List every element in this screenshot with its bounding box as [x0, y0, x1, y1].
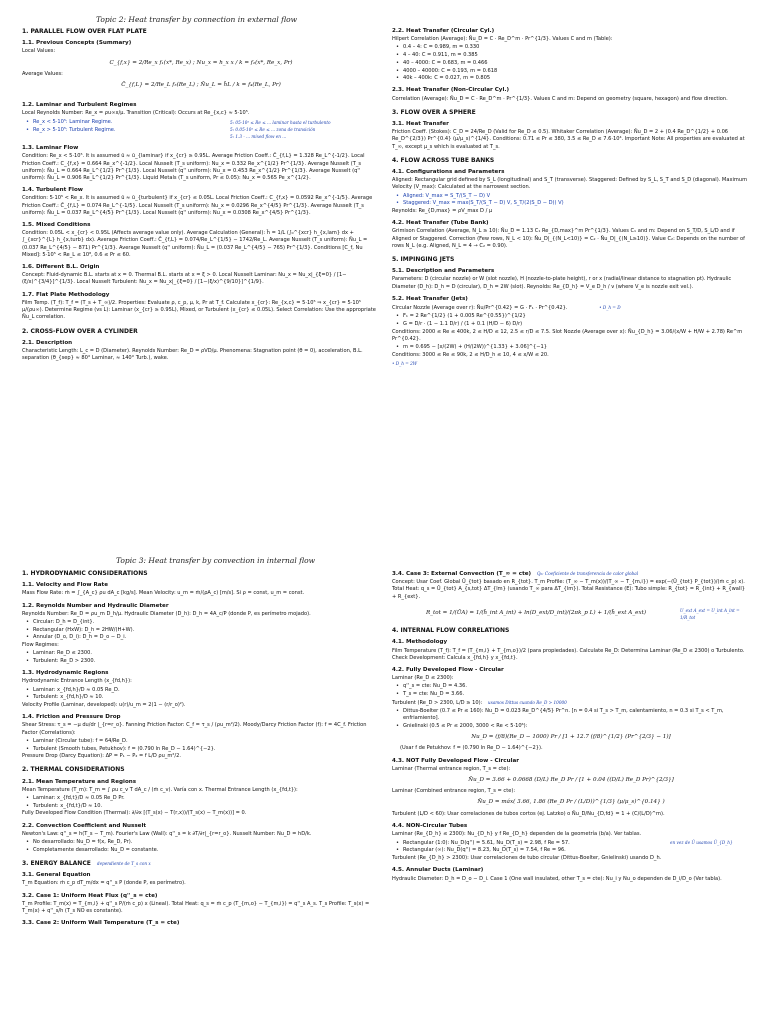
section-heading: 2. CROSS-FLOW OVER A CYLINDER — [22, 327, 138, 335]
subsection-heading: 3.2. Case 1: Uniform Heat Flux (q''_s = cte) — [22, 892, 158, 899]
section-heading: 1. PARALLEL FLOW OVER FLAT PLATE — [22, 28, 147, 35]
subsection-heading: 5.1. Description and Parameters — [392, 268, 495, 275]
label — [392, 699, 750, 707]
paragraph: Condition: Re_x < 5·10⁵. It is assumed ū ≈ ū_{laminar} if x_{cr} ≥ 0.95L. Average Friction Coeff.: C̄_{f,L} = 1.328 Re_L^{-1/2}. Local Friction Coeff.: C_{f,x} = 0.664 Re_x^{-1/2}. Local Nusselt (T_s uniform): Nu_x = 0.332 Re_x^{1/2} Pr^{1/3}. Average Nusselt (T_s uniform): N̄u_L = 0.664 Re_L^{1/2} Pr^{1/3}. Local Nusselt (q'' uniform): Nu_x = 0.453 Re_x^{1/2} Pr^{1/3}. Average Nusselt (q'' uniform): N̄u_L = 0.906 Re_L^{1/2} Pr^{1/3}. Liquid Metals (T_s uniform, Pr ≤ 0.05): Nu_x = 0.565 Pe_x^{1/2}. — [22, 153, 365, 182]
subsection-heading: 4.2. Fully Developed Flow - Circular — [392, 667, 504, 674]
paragraph: Hydraulic Diameter: D_h = D_o − D_i. Case 1 (One wall insulated, other T_s = cte): Nu_i y Nu_o dependen de D_i/D_o (Ver tabla). — [392, 875, 722, 882]
paragraph: Laminar (Re_{D_h} ≤ 2300): Nu_{D_h} y f Re_{D_h} dependen de la geometría (b/a). Ver tablas. — [392, 830, 642, 837]
list-item: • No desarrollado: Nu_D = f(x, Re_D, Pr). — [26, 839, 380, 846]
hilpert-table-list — [392, 44, 750, 82]
list-item: • m = 0.695 − [x/(2W) + (H/(2W))^{1.33} + 3.06]^{−1} — [396, 344, 750, 351]
handwritten-note: 5: 0.05·10⁵ ≤ Re ≤ ... zona de transición — [230, 126, 316, 132]
paragraph: Turbulent (L/D < 60): Usar correlaciones de tubos cortos (ej. Latzko) o N̄u_D/Nu_{D,fd} = 1 + (C/(L/D)^m). — [392, 810, 665, 817]
paragraph: T_m Profile: T_m(x) = T_{m,i} + q''_s P/(ṁ c_p) x (Lineal). Total Heat: q_s = ṁ c_p (T_{m,o} − T_{m,i}) = q''_s A_s. T_s Profile: T_s(x) = T_m(x) + q''_s/h (T_s NO es constante). — [22, 900, 370, 915]
right-column — [392, 570, 750, 884]
paragraph: Shear Stress: τ_s = −μ du/dr |_{r=r_o}. Fanning Friction Factor: C_f = τ_s / (ρu_m²/2). Moody/Darcy Friction Factor (f): f = 4C_f. Friction Factor (Correlations): — [22, 722, 367, 736]
subsection-heading: 4.4. NON-Circular Tubes — [392, 822, 468, 829]
paragraph: Newton's Law: q''_s = h(T_s − T_m). Fourier's Law (Wall): q''_s = k ∂T/∂r|_{r=r_o}. Nusselt Number: Nu_D = hD/k. — [22, 830, 312, 837]
subsection-heading: 5.2. Heat Transfer (Jets) — [392, 295, 468, 302]
list-item: • Dittus-Boelter (0.7 ≤ Pr ≤ 160): Nu_D = 0.023 Re_D^{4/5} Pr^n. [n = 0.4 si T_s > T_m, calentamiento, n = 0.3 si T_s < T_m, enfriamiento]. — [396, 708, 750, 722]
list-item: • Aligned: V_max = S_T/(S_T − D) V — [396, 193, 750, 200]
list-item: • Laminar (Circular tube): f = 64/Re_D. — [26, 738, 380, 745]
paragraph: Grimison Correlation (Average, N_L ≥ 10): N̄u_D = 1.13 C₁ Re_{D,max}^m Pr^{1/3}. Values C₁ and m: Depend on S_T/D, S_L/D and if Aligned or Staggered. Correction (Few rows, N_L < 10): N̄u_D|_{(N_L<10)} = C₂ · N̄u_D|_{(N_L≥10)}. Value C₂: Depends on the number of rows N_L (e.g. Aligned, N_L = 4 → C₂ = 0.90). — [392, 228, 745, 249]
list-item: • F₁ = 2 Re^{1/2} (1 + 0.005 Re^{0.55})^{1/2} — [396, 313, 750, 320]
thermal-list — [22, 795, 380, 810]
list-item: • Gnielinski (0.5 ≤ Pr ≤ 2000, 3000 < Re < 5·10⁶): — [396, 723, 750, 730]
paragraph: Aligned: Rectangular grid defined by S_L (longitudinal) and S_T (transverse). Staggered: Defined by S_L, S_T and S_D (diagonal). Maximum Velocity (V_max): Calculated at the narrowest section. — [392, 177, 748, 191]
page-title: Topic 2: Heat transfer by connection in external flow — [96, 15, 298, 24]
list-item: • 4000 – 40000: C = 0.193, m = 0.618 — [396, 68, 750, 75]
list-item: • Turbulent: x_{fd,t}/D ≈ 10. — [26, 803, 380, 810]
handwritten-note: en vez de Ū usamos Ū_{D_h} — [670, 840, 733, 846]
list-item: • G = D/r · (1 − 1.1 D/r) / (1 + 0.1 (H/D − 6) D/r) — [396, 321, 750, 328]
subsection-heading: 1.2. Reynolds Number and Hydraulic Diameter — [22, 602, 169, 609]
section-heading: 4. FLOW ACROSS TUBE BANKS — [392, 156, 495, 164]
paragraph — [392, 304, 750, 312]
list-item: • Laminar: Re_D ≤ 2300. — [26, 650, 380, 657]
subsection-heading: 1.1. Velocity and Flow Rate — [22, 582, 109, 589]
subsection-heading: 1.3. Laminar Flow — [22, 145, 79, 152]
handwritten-note: 5: 1.3 · ... mixed flow en ... — [230, 134, 287, 140]
list-item: • Turbulent: x_{fd,h}/D ≈ 10. — [26, 694, 380, 701]
equation: N̄u_D = 3.66 + 0.0668 (D/L) Re_D Pr / [1 + 0.04 ((D/L) Re_D Pr)^{2/3}] — [468, 776, 674, 783]
paragraph-text: Circular Nozzle (Average over r): N̄u/Pr^{0.42} = G · F₁ · Pr^{0.42}. — [392, 305, 568, 312]
subsection-heading: 4.1. Configurations and Parameters — [392, 169, 505, 176]
list-item: • Re_x < 5·10⁵: Laminar Regime. — [26, 119, 116, 126]
regime-block — [22, 119, 380, 141]
list-item: • q''_s = cte: Nu_D = 4.36. — [396, 683, 750, 690]
paragraph: Local Reynolds Number: Re_x = ρu∞x/μ. Transition (Critical): Occurs at Re_{x,c} ≈ 5·10⁵. — [22, 110, 250, 117]
fd-turbulent-list — [392, 708, 750, 730]
list-item: • Staggered: V_max = max(S_T/(S_T − D) V, S_T/(2(S_D − D)) V) — [396, 200, 750, 207]
velocity-list — [392, 193, 750, 208]
paragraph: T_m Equation: ṁ c_p dT_m/dx = q''_s P (donde P, es perímetro). — [22, 880, 186, 887]
friction-list — [22, 738, 380, 753]
handwritten-note: U_ext A_ext = U_int A_int = 1/R_tot — [680, 607, 740, 621]
handwritten-notes — [230, 119, 380, 141]
handwritten-note: Q₀: Coeficiente de transferencia de calor global — [537, 571, 639, 576]
paragraph: Turbulent (Re_{D_h} > 2300): Usar correlaciones de tubo circular (Dittus-Boelter, Gnielinski) usando D_h. — [392, 855, 662, 862]
jets-list — [392, 313, 750, 328]
list-item: • Laminar: x_{fd,h}/D ≈ 0.05 Re_D. — [26, 687, 380, 694]
left-column — [22, 570, 380, 928]
label: Average Values: — [22, 70, 63, 77]
paragraph: Hydrodynamic Entrance Length (x_{fd,h}): — [22, 678, 132, 685]
section-heading: 1. HYDRODYNAMIC CONSIDERATIONS — [22, 570, 148, 577]
subsection-heading: 1.2. Laminar and Turbulent Regimes — [22, 102, 137, 109]
subsection-heading: 2.1. Description — [22, 339, 73, 346]
subsection-heading: 4.2. Heat Transfer (Tube Bank) — [392, 220, 489, 227]
label: Flow Regimes: — [22, 642, 59, 649]
paragraph: Velocity Profile (Laminar, developed): u(r)/u_m = 2(1 − (r/r_o)²). — [22, 702, 186, 709]
section-heading: 2. THERMAL CONSIDERATIONS — [22, 766, 125, 774]
paragraph: Characteristic Length: L_c = D (Diameter). Reynolds Number: Re_D = ρVD/μ. Phenomena: Stagnation point (θ = 0), acceleration, B.L. separation (θ_{sep} ≈ 80° Laminar, ≈ 140° Turb.), wake. — [22, 347, 363, 362]
subsection-heading — [392, 570, 750, 578]
list-item: • Rectangular (1:0): Nu_D(q'') = 5.61, Nu_D(T_s) = 2.98, f Re = 57. — [396, 840, 570, 847]
list-item: • Completamente desarrollado: Nu_D = constante. — [26, 847, 380, 854]
paragraph: Film Temperature (T_f): T_f = (T_{m,i} + T_{m,o})/2 (para propiedades). Calculate Re_D: Determina Laminar (Re_D ≤ 2300) o Turbulento. Check Development: Calcula x_{fd,h} y x_{fd,t}. — [392, 647, 745, 661]
subsection-heading: 1.3. Hydrodynamic Regions — [22, 670, 109, 677]
list-item: • Turbulent (Smooth tubes, Petukhov): f = (0.790 ln Re_D − 1.64)^{−2}. — [26, 746, 380, 753]
subsection-heading: 3.3. Case 2: Uniform Wall Temperature (T_s = cte) — [22, 920, 180, 927]
section-heading — [22, 860, 380, 867]
paragraph: Pressure Drop (Darcy Equation): ΔP = P₁ − P₂ = f L/D ρu_m²/2. — [22, 753, 181, 760]
hydro-list — [22, 687, 380, 702]
noncirc-list — [392, 839, 570, 855]
paragraph: Mean Temperature (T_m): T_m = ∫ ρu c_v T dA_c / (ṁ c_v). Varía con x. Thermal Entrance Length (x_{fd,t}): — [22, 786, 298, 793]
list-item: • Annular (D_o, D_i): D_h = D_o − D_i. — [26, 634, 380, 641]
subsection-heading: 4.1. Methodology — [392, 639, 448, 646]
list-item: • 40 – 4000: C = 0.683, m = 0.466 — [396, 60, 750, 67]
paragraph: Reynolds: Re_{D,max} = ρV_max D / μ — [392, 208, 493, 215]
list-item: • T_s = cte: Nu_D = 3.66. — [396, 691, 750, 698]
handwritten-note: dependiente de T_s con x — [96, 861, 151, 866]
nusselt-list — [22, 839, 380, 854]
handwritten-note: • D_h = D — [599, 305, 621, 311]
right-column — [392, 28, 750, 367]
list-item: • Rectangular (∞): Nu_D(q'') = 8.23, Nu_D(T_s) = 7.54, f Re = 96. — [396, 847, 570, 854]
paragraph: Conditions: 3000 ≤ Re ≤ 90k, 2 ≤ H/D_h ≤ 10, 4 ≤ x/W ≤ 20. — [392, 351, 549, 358]
equation: C_{f,x} = 2/Re_x f₁(x*, Re_x) ; Nu_x = h_x x / k = f₂(x*, Re_x, Pr) — [109, 59, 293, 66]
paragraph: Condition: 0.05L < x_{cr} < 0.95L (Affects average value only). Average Calculation (General): h̄ = 1/L (∫₀^{xcr} h_{x,lam} dx + ∫_{xcr}^{L} h_{x,turb} dx). Average Friction Coeff.: C̄_{f,L} = 0.074/Re_L^{1/5} − 1742/Re_L. Average Nusselt (T_s uniform): N̄u_L = (0.037 Re_L^{4/5} − 871) Pr^{1/3}. Average Nusselt (q'' uniform): N̄u_L = (0.037 Re_L^{4/5} − 765) Pr^{1/3}. Conditions [C_f, Nu Mixed]: 5·10⁵ < Re_L ≤ 10⁸, 0.6 ≤ Pr ≤ 60. — [22, 230, 368, 258]
paragraph: Condition: 5·10⁵ < Re_x. It is assumed ū ≈ ū_{turbulent} if x_{cr} ≤ 0.05L. Local Friction Coeff.: C_{f,x} = 0.0592 Re_x^{-1/5}. Average Friction Coeff.: C̄_{f,L} = 0.074 Re_L^{-1/5}. Local Nusselt (T_s uniform): Nu_x = 0.0296 Re_x^{4/5} Pr^{1/3}. Average Nusselt (T_s uniform): N̄u_L = 0.037 Re_L^{4/5} Pr^{1/3}. Local Nusselt (q'' uniform): Nu_x = 0.0308 Re_x^{4/5} Pr^{1/3}. — [22, 195, 373, 216]
page-title: Topic 3: Heat transfer by convection in internal flow — [116, 556, 316, 565]
subsection-heading: 2.2. Convection Coefficient and Nusselt — [22, 822, 147, 829]
paragraph: Hilpert Correlation (Average): N̄u_D = C · Re_D^m · Pr^{1/3}. Values C and m (Table): — [392, 36, 613, 43]
equation: Nu_D = (f/8)(Re_D − 1000) Pr / [1 + 12.7 (f/8)^{1/2} (Pr^{2/3} − 1)] — [471, 734, 671, 741]
subsection-heading: 4.3. NOT Fully Developed Flow - Circular — [392, 757, 520, 764]
dh-list — [22, 619, 380, 642]
subsection-heading: 1.4. Friction and Pressure Drop — [22, 714, 121, 721]
fd-laminar-list — [392, 683, 750, 698]
paragraph: Mass Flow Rate: ṁ = ∫_{A_c} ρu dA_c [kg/s]. Mean Velocity: u_m = ṁ/(ρA_c) [m/s]. Si ρ = const, u_m = const. — [22, 590, 305, 597]
list-item: • 4 – 40: C = 0.911, m = 0.385 — [396, 52, 750, 59]
subsection-heading: 1.1. Previous Concepts (Summary) — [22, 40, 132, 47]
regime-list — [22, 119, 116, 141]
handwritten-note: • D_h = 2W — [392, 361, 418, 367]
subsection-heading: 2.3. Heat Transfer (Non-Circular Cyl.) — [392, 87, 510, 94]
label: Laminar (Combined entrance region, T_s = cte): — [392, 788, 516, 795]
handwritten-note: 5: 05·10⁵ ≤ Re ≤ ... laminar hasta el turbulento — [230, 119, 331, 125]
section-heading-text: 3. ENERGY BALANCE — [22, 860, 91, 867]
list-item: • 0.4 – 4: C = 0.989, m = 0.330 — [396, 44, 750, 51]
paragraph: Concept: Fluid-dynamic B.L. starts at x = 0. Thermal B.L. starts at x = ξ > 0. Local Nusselt Laminar: Nu_x = Nu_x|_{ξ=0} / [1−(ξ/x)^{3/4}]^{1/3}. Local Nusselt Turbulent: Nu_x = Nu_x|_{ξ=0} / [1−(ξ/x)^{9/10}]^{1/9}. — [22, 272, 347, 286]
subsection-heading-text: 3.4. Case 3: External Convection (T_∞ = cte) — [392, 571, 532, 577]
subsection-heading: 1.4. Turbulent Flow — [22, 187, 83, 194]
section-heading: 3. FLOW OVER A SPHERE — [392, 108, 476, 116]
paragraph: Friction Coeff. (Stokes): C_D = 24/Re_D (Valid for Re_D ≤ 0.5). Whitaker Correlation (Average): N̄u_D = 2 + (0.4 Re_D^{1/2} + 0.06 Re_D^{2/3}) Pr^{0.4} (μ/μ_s)^{1/4}. Conditions: 0.71 ≤ Pr ≤ 380, 3.5 ≤ Re_D ≤ 7.6·10⁴. Important Note: All properties are evaluated at T_∞, except μ_s which is evaluated at T_s. — [392, 129, 745, 150]
handwritten-note: usamos Dittus cuando Re_D > 10000 — [487, 699, 567, 705]
paragraph: (Usar f de Petukhov: f = (0.790 ln Re_D − 1.64)^{−2}). — [400, 745, 543, 752]
paragraph: Conditions: 2000 ≤ Re ≤ 400k, 2 ≤ H/D ≤ 12, 2.5 ≤ r/D ≤ 7.5. Slot Nozzle (Average over x): N̄u_{D_h} = 3.06/(x/W + H/W + 2.78) Re^m Pr^{0.42}. — [392, 328, 743, 342]
paragraph: Film Temp. (T_f): T_f = (T_s + T_∞)/2. Properties: Evaluate ρ, c_p, μ, k, Pr at T_f. Calculate x_{cr}: Re_{x,c} = 5·10⁵ ⇒ x_{cr} = 5·10⁵ μ/(ρu∞). Determine Regime (vs L): Laminar (x_{cr} ≥ 0.95L), Mixed, or Turbulent (x_{cr} ≤ 0.05L). Select Correlation: Use the appropriate N̄u_L correlation. — [22, 299, 376, 321]
rtot-block — [392, 607, 750, 621]
paragraph: Fully Developed Flow Condition (Thermal): ∂/∂x [(T_s(x) − T(r,x))/(T_s(x) − T_m(x))] = 0. — [22, 810, 247, 817]
subsection-heading: 1.6. Different B.L. Origin — [22, 264, 100, 271]
paragraph: Concept: Usar Coef. Global Ū_{tot} basado en R_{tot}. T_m Profile: (T_∞ − T_m(x))/(T_∞ − T_{m,i}) = exp(−(Ū_{tot} P_{tot})/(ṁ c_p) x). Total Heat: q_s = Ū_{tot} A_{s,tot} ΔT_{lm} (usando T_∞ para ΔT_{lm}). Total Resistance (E): Tubo simple: R_{tot} = R_{int} + R_{wall} + R_{ext}. — [392, 579, 745, 600]
section-heading: 5. IMPINGING JETS — [392, 256, 455, 264]
slot-list — [392, 344, 750, 351]
label: Laminar (Re_D ≤ 2300): — [392, 675, 454, 682]
subsection-heading: 2.2. Heat Transfer (Circular Cyl.) — [392, 28, 495, 34]
paragraph: Reynolds Number: Re_D = ρu_m D_h/μ. Hydraulic Diameter (D_h): D_h = 4A_c/P (donde P, es perímetro mojado). — [22, 610, 311, 617]
list-item: • Laminar: x_{fd,t}/D ≈ 0.05 Re_D Pr. — [26, 795, 380, 802]
equation: R_tot = 1/(ŪA) = 1/(h̄_int A_int) + ln(D_ext/D_int)/(2πk_p L) + 1/(h̄_ext A_ext) — [425, 610, 647, 617]
label: Local Values: — [22, 48, 56, 55]
list-item: • Rectangular (HxW): D_h = 2HW/(H+W). — [26, 627, 380, 634]
subsection-heading: 2.1. Mean Temperature and Regions — [22, 778, 137, 785]
subsection-heading: 3.1. General Equation — [22, 872, 91, 879]
list-item: • Re_x > 5·10⁵: Turbulent Regime. — [26, 127, 116, 134]
equation: C̄_{f,L} = 2/Re_L f₃(Re_L) ; N̄u_L = h̄L / k = f₄(Re_L, Pr) — [121, 82, 281, 89]
equation: N̄u_D = máx( 3.66, 1.86 (Re_D Pr / (L/D))^{1/3} (μ/μ_s)^{0.14} ) — [477, 799, 665, 806]
list-item: • Circular: D_h = D_{int}. — [26, 619, 380, 626]
label-text: Turbulent (Re_D > 2300, L/D ≥ 10): — [392, 699, 483, 706]
subsection-heading: 4.5. Annular Ducts (Laminar) — [392, 867, 484, 874]
list-item: • Turbulent: Re_D > 2300. — [26, 658, 380, 665]
paragraph: Parameters: D (circular nozzle) or W (slot nozzle), H (nozzle-to-plate height), r or x (radial/linear distance to stagnation pt). Hydraulic Diameter (D_h): D_h = D (circular), D_h = 2W (slot). Reynolds: Re_{D_h} = V_e D_h / ν (where V_e is nozzle exit vel.). — [392, 276, 732, 290]
subsection-heading: 1.7. Flat Plate Methodology — [22, 291, 110, 298]
regime-list — [22, 650, 380, 665]
page-topic-3 — [0, 552, 768, 1024]
left-column — [22, 28, 380, 363]
subsection-heading: 1.5. Mixed Conditions — [22, 222, 91, 229]
paragraph: Correlation (Average): N̄u_D = C · Re_D^m · Pr^{1/3}. Values C and m: Depend on geometry (square, hexagon) and flow direction. — [392, 95, 728, 102]
noncirc-block — [392, 839, 750, 855]
list-item: • 40k – 400k: C = 0.027, m = 0.805 — [396, 75, 750, 82]
section-heading: 4. INTERNAL FLOW CORRELATIONS — [392, 627, 510, 635]
label: Laminar (Thermal entrance region, T_s = cte): — [392, 765, 511, 772]
subsection-heading: 3.1. Heat Transfer — [392, 121, 449, 128]
